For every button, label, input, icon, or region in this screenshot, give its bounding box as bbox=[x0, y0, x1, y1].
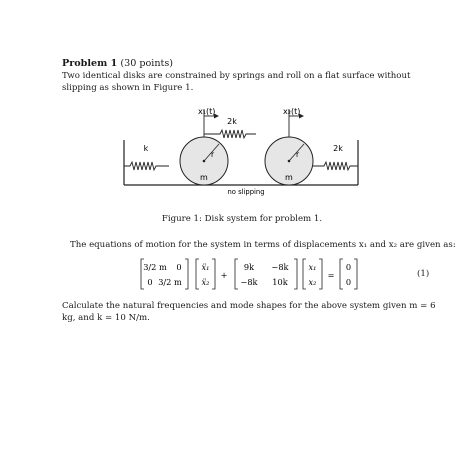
no-slipping-label: no slipping bbox=[227, 188, 265, 196]
right-disk-center bbox=[288, 160, 291, 163]
zero-vector-left-bracket bbox=[340, 259, 343, 289]
stiffness-matrix-22: 10k bbox=[272, 277, 288, 287]
accel-vector-left-bracket bbox=[196, 259, 199, 289]
equation-of-motion bbox=[62, 256, 442, 292]
accel-vector-2: ẍ₂ bbox=[201, 277, 210, 287]
left-radius-label: r bbox=[211, 150, 215, 159]
mass-matrix-21: 0 bbox=[147, 277, 153, 287]
middle-spring-label: 2k bbox=[227, 117, 237, 126]
accel-vector-right-bracket bbox=[212, 259, 215, 289]
stiffness-matrix-12: −8k bbox=[271, 262, 289, 272]
x2-label: x₂(t) bbox=[283, 107, 301, 116]
right-radius-label: r bbox=[296, 150, 300, 159]
stiffness-matrix-left-bracket bbox=[235, 259, 238, 289]
stiffness-matrix-11: 9k bbox=[243, 262, 255, 272]
equation-intro: The equations of motion for the system in terms of displacements x₁ and x₂ are given as: bbox=[70, 240, 456, 250]
plus-sign: + bbox=[220, 270, 228, 280]
zero-vector-2: 0 bbox=[345, 277, 352, 287]
left-spring-label: k bbox=[143, 144, 149, 153]
stiffness-matrix-right-bracket bbox=[294, 259, 297, 289]
mass-matrix-22: 3/2 m bbox=[158, 277, 182, 287]
middle-spring bbox=[204, 130, 256, 138]
mass-matrix-11: 3/2 m bbox=[143, 262, 167, 272]
right-spring-label: 2k bbox=[333, 144, 343, 153]
disp-vector-1: x₁ bbox=[308, 262, 317, 272]
disk-system-figure bbox=[116, 100, 366, 204]
left-spring bbox=[124, 162, 169, 170]
equals-sign: = bbox=[327, 270, 335, 280]
x1-label: x₁(t) bbox=[198, 107, 216, 116]
problem-points: (30 points) bbox=[120, 58, 174, 69]
disp-vector-left-bracket bbox=[303, 259, 306, 289]
mass-matrix-right-bracket bbox=[185, 259, 188, 289]
mass-matrix-12: 0 bbox=[176, 262, 182, 272]
problem-intro: Two identical disks are constrained by springs and roll on a flat surface without slipping as shown in Figure 1. bbox=[62, 71, 411, 93]
equation-number: (1) bbox=[417, 269, 430, 279]
stiffness-matrix-21: −8k bbox=[240, 277, 258, 287]
disp-vector-right-bracket bbox=[319, 259, 322, 289]
left-mass-label: m bbox=[200, 173, 208, 182]
left-disk-center bbox=[203, 160, 206, 163]
zero-vector-right-bracket bbox=[354, 259, 357, 289]
right-spring bbox=[313, 162, 358, 170]
disp-vector-2: x₂ bbox=[308, 277, 317, 287]
problem-task: Calculate the natural frequencies and mode shapes for the above system given m = 6 kg, and k = 10 N/m. bbox=[62, 301, 436, 323]
problem-number: Problem 1 bbox=[62, 58, 118, 69]
right-mass-label: m bbox=[285, 173, 293, 182]
accel-vector-1: ẍ₁ bbox=[201, 262, 210, 272]
figure-caption: Figure 1: Disk system for problem 1. bbox=[161, 214, 323, 224]
zero-vector-1: 0 bbox=[345, 262, 352, 272]
problem-heading bbox=[62, 58, 173, 69]
